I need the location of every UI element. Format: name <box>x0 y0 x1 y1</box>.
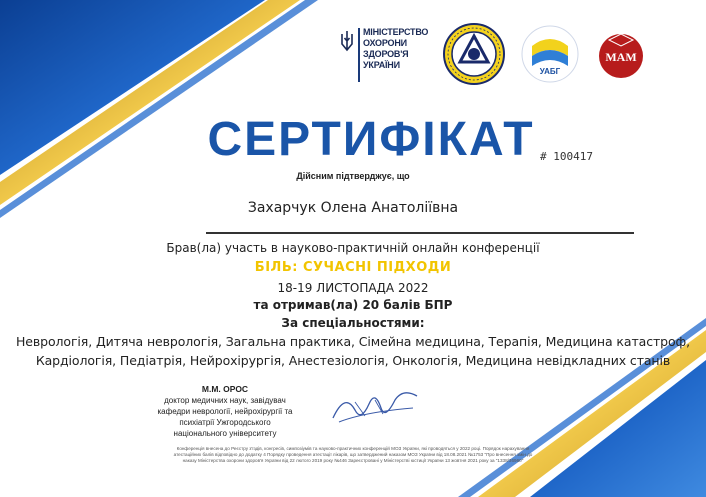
signature-icon <box>325 382 425 432</box>
logos-bar <box>340 18 660 90</box>
signatory-block <box>150 384 300 439</box>
participation-text: Брав(ла) участь в науково-практичній онлайн конференції <box>166 241 540 255</box>
signatory-line-4: національного університету <box>173 429 277 438</box>
specialties-line-2: Кардіологія, Педіатрія, Нейрохірургія, Анестезіологія, Онкологія, Медицина невідкладних станів <box>35 353 671 368</box>
mam-text: MAM <box>605 50 637 64</box>
legal-footnote <box>118 446 588 464</box>
name-underline <box>206 232 634 234</box>
signatory-line-3: психіатрії Ужгородського <box>179 418 271 427</box>
signatory-line-2: кафедри неврології, нейрохірургії та <box>157 407 293 416</box>
conference-dates: 18-19 ЛИСТОПАДА 2022 <box>277 281 429 295</box>
signatory-line-1: доктор медичних наук, завідувач <box>164 396 286 405</box>
ministry-line-1: МІНІСТЕРСТВО <box>363 27 429 37</box>
uabg-logo-icon <box>520 24 580 84</box>
confirm-text: Дійсним підтверджує, що <box>296 171 410 181</box>
points-text: та отримав(ла) 20 балів БПР <box>253 298 453 312</box>
conference-title: БІЛЬ: СУЧАСНІ ПІДХОДИ <box>254 260 452 275</box>
signatory-name: М.М. ОРОС <box>201 384 249 394</box>
specialties-heading: За спеціальностями: <box>281 316 425 330</box>
certificate-title: СЕРТИФІКАТ <box>207 113 535 166</box>
specialties-line-1: Неврологія, Дитяча неврологія, Загальна практика, Сімейна медицина, Терапія, Медицина катастроф, <box>15 334 690 349</box>
ministry-line-2: ОХОРОНИ <box>363 38 407 48</box>
ministry-logo <box>340 24 440 86</box>
trident-icon <box>340 30 354 52</box>
mam-logo-icon <box>595 28 647 80</box>
certificate-number: # 100417 <box>540 150 593 163</box>
university-seal-icon <box>442 22 506 86</box>
recipient-name: Захарчук Олена Анатоліївна <box>247 200 459 216</box>
footnote-line-1: Конференція внесена до Реєстру з'їздів, конгресів, симпозіумів та науково-практичних конференцій МОЗ України, які проводяться у 2022 році. Порядок нарахування <box>176 446 530 451</box>
uabg-text: УАБГ <box>539 67 561 76</box>
ministry-line-4: УКРАЇНИ <box>363 60 400 70</box>
footnote-line-3: наказу Міністерства охорони здоров'я України від 22 лютого 2019 року №446 Зареєстровані у Міністерстві юстиції України 13 жовтня 2021 року за "1338/36960" <box>182 458 524 463</box>
ministry-line-3: ЗДОРОВ'Я <box>363 49 409 59</box>
footnote-line-2: атестаційних балів відповідно до додатку 4 Порядку проведення атестації лікарів, що затверджений наказом МОЗ України від 18.08.2021 №1753 "Про внесення змін до <box>173 452 533 457</box>
